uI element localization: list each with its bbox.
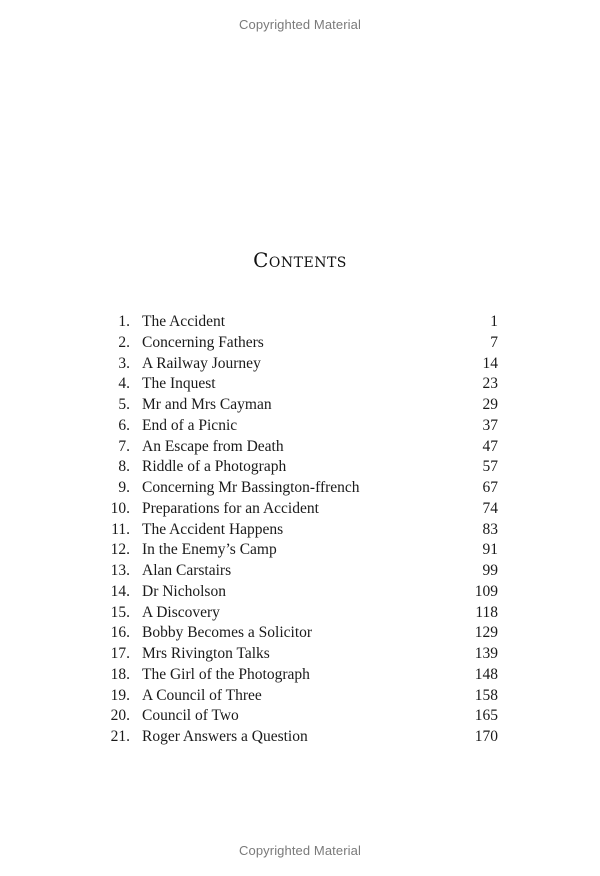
toc-entry-page: 109 — [474, 582, 498, 600]
toc-entry — [0, 540, 600, 561]
toc-entry-page: 170 — [474, 728, 498, 745]
toc-entry-title: Mr and Mrs Cayman — [142, 396, 272, 413]
toc-entry-title: Concerning Mr Bassington-ffrench — [142, 479, 360, 496]
watermark-bottom: Copyrighted Material — [239, 843, 361, 858]
toc-entry-title: Council of Two — [142, 707, 239, 725]
toc-entry — [0, 478, 600, 499]
toc-entry-title: An Escape from Death — [142, 437, 284, 455]
toc-entry-page: 47 — [482, 437, 498, 455]
toc-entry-title: Concerning Fathers — [142, 333, 264, 351]
toc-entry-title: In the Enemy’s Camp — [142, 541, 277, 559]
toc-entry — [0, 603, 600, 624]
toc-entry — [0, 665, 600, 686]
toc-entry — [0, 520, 600, 541]
toc-entry-page: 118 — [475, 603, 498, 621]
toc-entry-title: Dr Nicholson — [142, 582, 226, 600]
toc-entry-title: Bobby Becomes a Solicitor — [142, 624, 313, 642]
toc-entry-number: 8. — [118, 458, 130, 476]
toc-entry — [0, 727, 600, 748]
toc-entry-number: 4. — [118, 375, 130, 393]
page-title: Contents — [253, 248, 347, 272]
toc-entry-number: 6. — [118, 416, 130, 434]
toc-entry-page: 74 — [482, 499, 498, 517]
toc-entry — [0, 333, 600, 354]
toc-entry-number: 21. — [110, 728, 130, 745]
toc-entry-title: The Accident — [142, 313, 226, 330]
toc-entry — [0, 312, 600, 333]
toc-entry-number: 12. — [110, 541, 130, 559]
toc-entry-title: Alan Carstairs — [142, 562, 232, 579]
toc-entry-page: 1 — [490, 313, 498, 330]
toc-entry-number: 9. — [118, 479, 130, 496]
toc-entry-page: 23 — [482, 375, 498, 393]
toc-entry — [0, 582, 600, 603]
toc-entry-page: 139 — [474, 645, 498, 662]
toc-entry-number: 18. — [110, 665, 130, 683]
toc-entry — [0, 706, 600, 727]
toc-entry-number: 16. — [110, 624, 130, 642]
toc-entry — [0, 437, 600, 458]
toc-entry-page: 129 — [474, 624, 498, 642]
watermark-top: Copyrighted Material — [239, 17, 361, 32]
toc-entry-number: 11. — [111, 520, 130, 538]
toc-entry — [0, 395, 600, 416]
toc-entry — [0, 457, 600, 478]
toc-entry-page: 165 — [474, 707, 498, 725]
toc-entry-page: 14 — [482, 354, 498, 372]
toc-entry — [0, 561, 600, 582]
toc-entry-page: 148 — [474, 665, 498, 683]
toc-entry-number: 1. — [118, 313, 130, 330]
toc-entry-title: Preparations for an Accident — [142, 499, 319, 517]
toc-entry — [0, 354, 600, 375]
toc-entry-number: 3. — [118, 354, 130, 372]
toc-entry-title: The Accident Happens — [142, 520, 284, 538]
toc-entry-title: The Girl of the Photograph — [142, 665, 310, 683]
toc-entry-title: Roger Answers a Question — [142, 728, 308, 745]
toc-entry-title: Mrs Rivington Talks — [142, 645, 270, 662]
toc-entry — [0, 499, 600, 520]
toc-entry-page: 83 — [482, 520, 498, 538]
toc-entry-number: 20. — [110, 707, 130, 725]
toc-entry-number: 13. — [110, 562, 130, 579]
toc-entry — [0, 416, 600, 437]
toc-entry-title: A Discovery — [142, 603, 220, 621]
toc-entry-number: 15. — [110, 603, 130, 621]
toc-entry-title: The Inquest — [142, 375, 216, 393]
toc-entry-number: 5. — [118, 396, 130, 413]
toc-entry-number: 17. — [110, 645, 130, 662]
toc-entry-title: End of a Picnic — [142, 416, 238, 434]
toc-entry-number: 2. — [118, 333, 130, 351]
toc-entry-number: 7. — [118, 437, 130, 455]
toc-entry-page: 99 — [482, 562, 498, 579]
toc-entry-page: 158 — [474, 686, 498, 704]
toc-entry-page: 91 — [482, 541, 498, 559]
toc-entry-page: 29 — [482, 396, 498, 413]
toc-entry — [0, 623, 600, 644]
toc-entry-page: 67 — [482, 479, 498, 496]
toc-entry-title: A Railway Journey — [142, 354, 261, 372]
toc-entry — [0, 374, 600, 395]
toc-entry-number: 14. — [110, 582, 130, 600]
toc-entry — [0, 686, 600, 707]
toc-entry-page: 37 — [482, 416, 498, 434]
toc-entry-title: Riddle of a Photograph — [142, 458, 287, 476]
toc-entry-number: 19. — [110, 686, 130, 704]
toc-entry-page: 7 — [490, 333, 498, 351]
toc-entry-page: 57 — [482, 458, 498, 476]
toc-entry-title: A Council of Three — [142, 686, 262, 704]
table-of-contents — [0, 312, 600, 748]
toc-entry-number: 10. — [110, 499, 130, 517]
toc-entry — [0, 644, 600, 665]
